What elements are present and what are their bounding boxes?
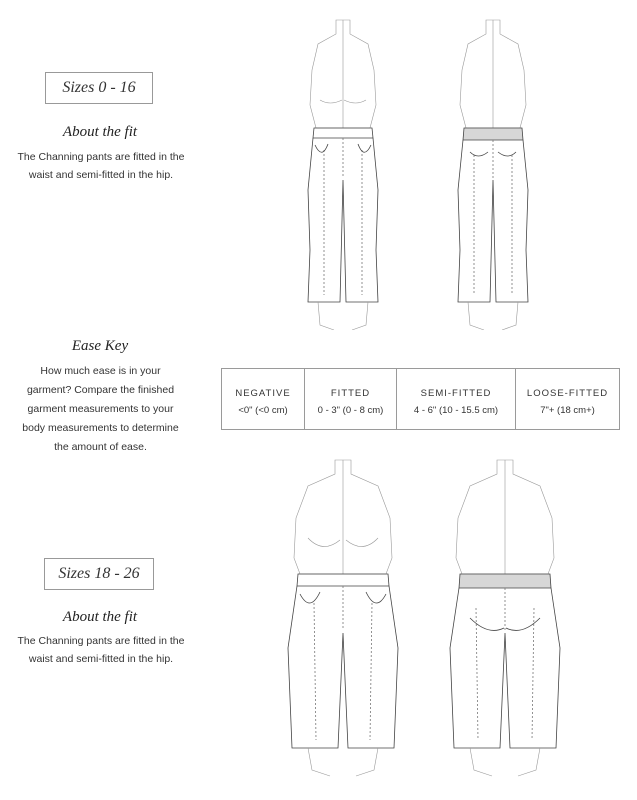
about-fit-text-bottom [0, 632, 206, 668]
size-label-0-16: Sizes 0 - 16 [45, 72, 153, 104]
fit-line: waist and semi-fitted in the hip. [28, 169, 174, 181]
ease-value-loose-fitted: 7"+ (18 cm+) [516, 401, 620, 430]
ease-line: How much ease is in your [40, 365, 161, 377]
pants-back-icon [450, 460, 560, 776]
fit-line: The Channing pants are fitted in the [17, 635, 185, 647]
figure-front-small [298, 10, 388, 330]
ease-header-row [222, 369, 620, 402]
ease-line: garment measurements to your [27, 403, 174, 415]
ease-value-fitted: 0 - 3" (0 - 8 cm) [305, 401, 397, 430]
ease-line: garment? Compare the finished [26, 384, 175, 396]
about-fit-heading-bottom: About the fit [62, 609, 138, 625]
fit-line: The Channing pants are fitted in the [17, 151, 185, 163]
ease-col-semi-fitted: SEMI-FITTED [397, 369, 516, 402]
ease-key-heading: Ease Key [71, 338, 129, 354]
ease-value-row [222, 401, 620, 430]
pants-front-icon [308, 20, 378, 330]
figure-back-plus [440, 458, 570, 778]
pants-back-icon [458, 20, 528, 330]
figure-back-small [448, 10, 538, 330]
fit-line: waist and semi-fitted in the hip. [28, 653, 174, 665]
ease-line: body measurements to determine [22, 422, 179, 434]
ease-key-table [221, 368, 620, 430]
ease-value-negative: <0" (<0 cm) [222, 401, 305, 430]
figure-front-plus [278, 458, 408, 778]
ease-col-loose-fitted: LOOSE-FITTED [516, 369, 620, 402]
ease-line: the amount of ease. [54, 441, 147, 453]
ease-col-fitted: FITTED [305, 369, 397, 402]
size-label-18-26: Sizes 18 - 26 [44, 558, 154, 590]
pants-front-icon [288, 460, 398, 776]
about-fit-heading-top: About the fit [62, 124, 138, 140]
ease-col-negative: NEGATIVE [222, 369, 305, 402]
about-fit-text-top [0, 148, 206, 184]
ease-key-text [8, 362, 193, 457]
ease-value-semi-fitted: 4 - 6" (10 - 15.5 cm) [397, 401, 516, 430]
